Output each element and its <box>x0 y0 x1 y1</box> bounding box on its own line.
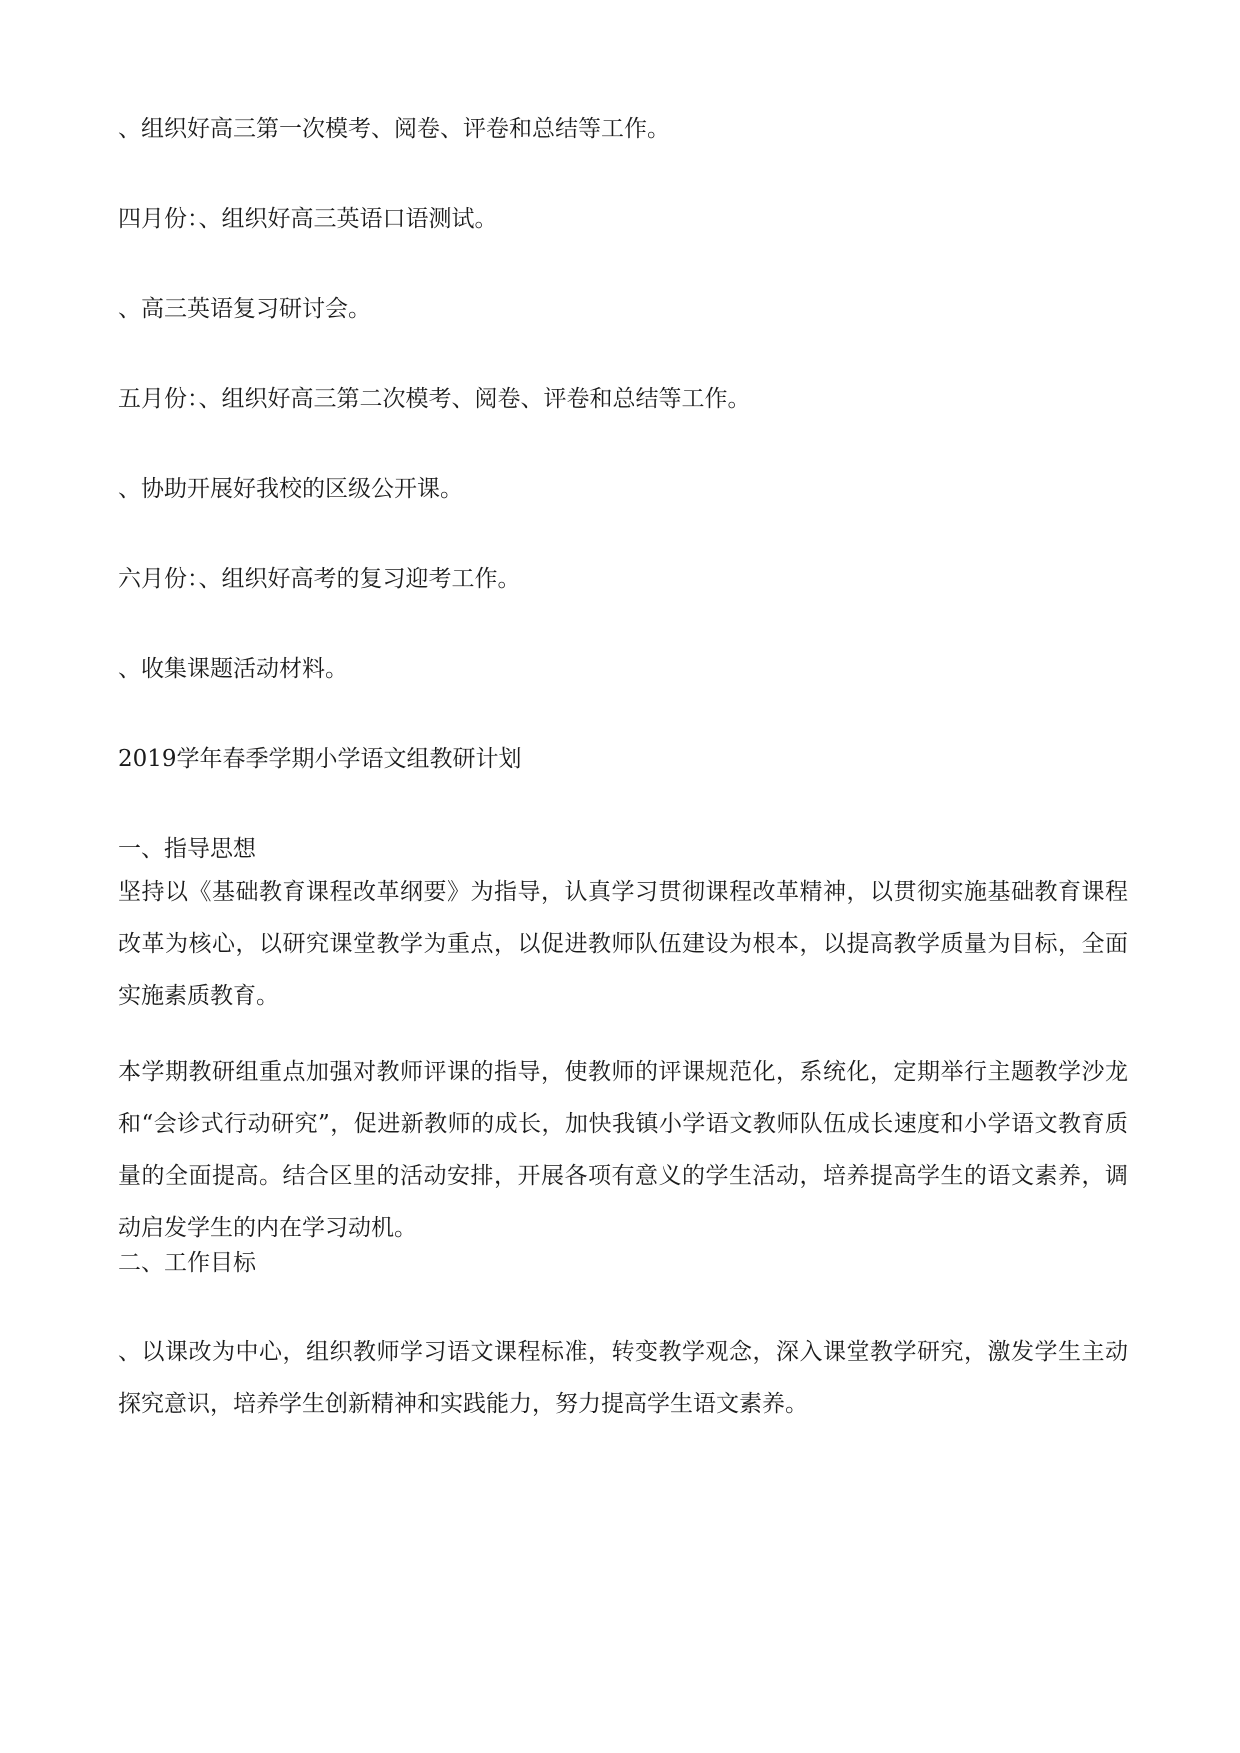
schedule-line: 、组织好高三第一次模考、阅卷、评卷和总结等工作。 <box>118 116 670 142</box>
section-heading-guiding-thought: 一、指导思想 <box>118 836 256 862</box>
document-title: 2019学年春季学期小学语文组教研计划 <box>118 746 522 772</box>
schedule-line: 、协助开展好我校的区级公开课。 <box>118 476 463 502</box>
schedule-line: 六月份：、组织好高考的复习迎考工作。 <box>118 566 521 592</box>
schedule-line: 五月份：、组织好高三第二次模考、阅卷、评卷和总结等工作。 <box>118 386 751 412</box>
schedule-line: 、收集课题活动材料。 <box>118 656 348 682</box>
schedule-line: 、高三英语复习研讨会。 <box>118 296 371 322</box>
work-goals-paragraph: 、以课改为中心，组织教师学习语文课程标准，转变教学观念，深入课堂教学研究，激发学生主动探究意识，培养学生创新精神和实践能力，努力提高学生语文素养。 <box>118 1339 1128 1417</box>
schedule-line: 四月份：、组织好高三英语口语测试。 <box>118 206 498 232</box>
body-paragraph: 本学期教研组重点加强对教师评课的指导，使教师的评课规范化，系统化，定期举行主题教学沙龙和“会诊式行动研究”，促进新教师的成长，加快我镇小学语文教师队伍成长速度和小学语文教育质量的全面提高。结合区里的活动安排，开展各项有意义的学生活动，培养提高学生的语文素养，调动启发学生的内在学习动机。 <box>118 1059 1128 1241</box>
section-heading-work-goals: 二、工作目标 <box>118 1250 256 1276</box>
guiding-thought-paragraph: 坚持以《基础教育课程改革纲要》为指导，认真学习贯彻课程改革精神，以贯彻实施基础教育课程改革为核心，以研究课堂教学为重点，以促进教师队伍建设为根本，以提高教学质量为目标，全面实施素质教育。 <box>118 879 1128 1009</box>
